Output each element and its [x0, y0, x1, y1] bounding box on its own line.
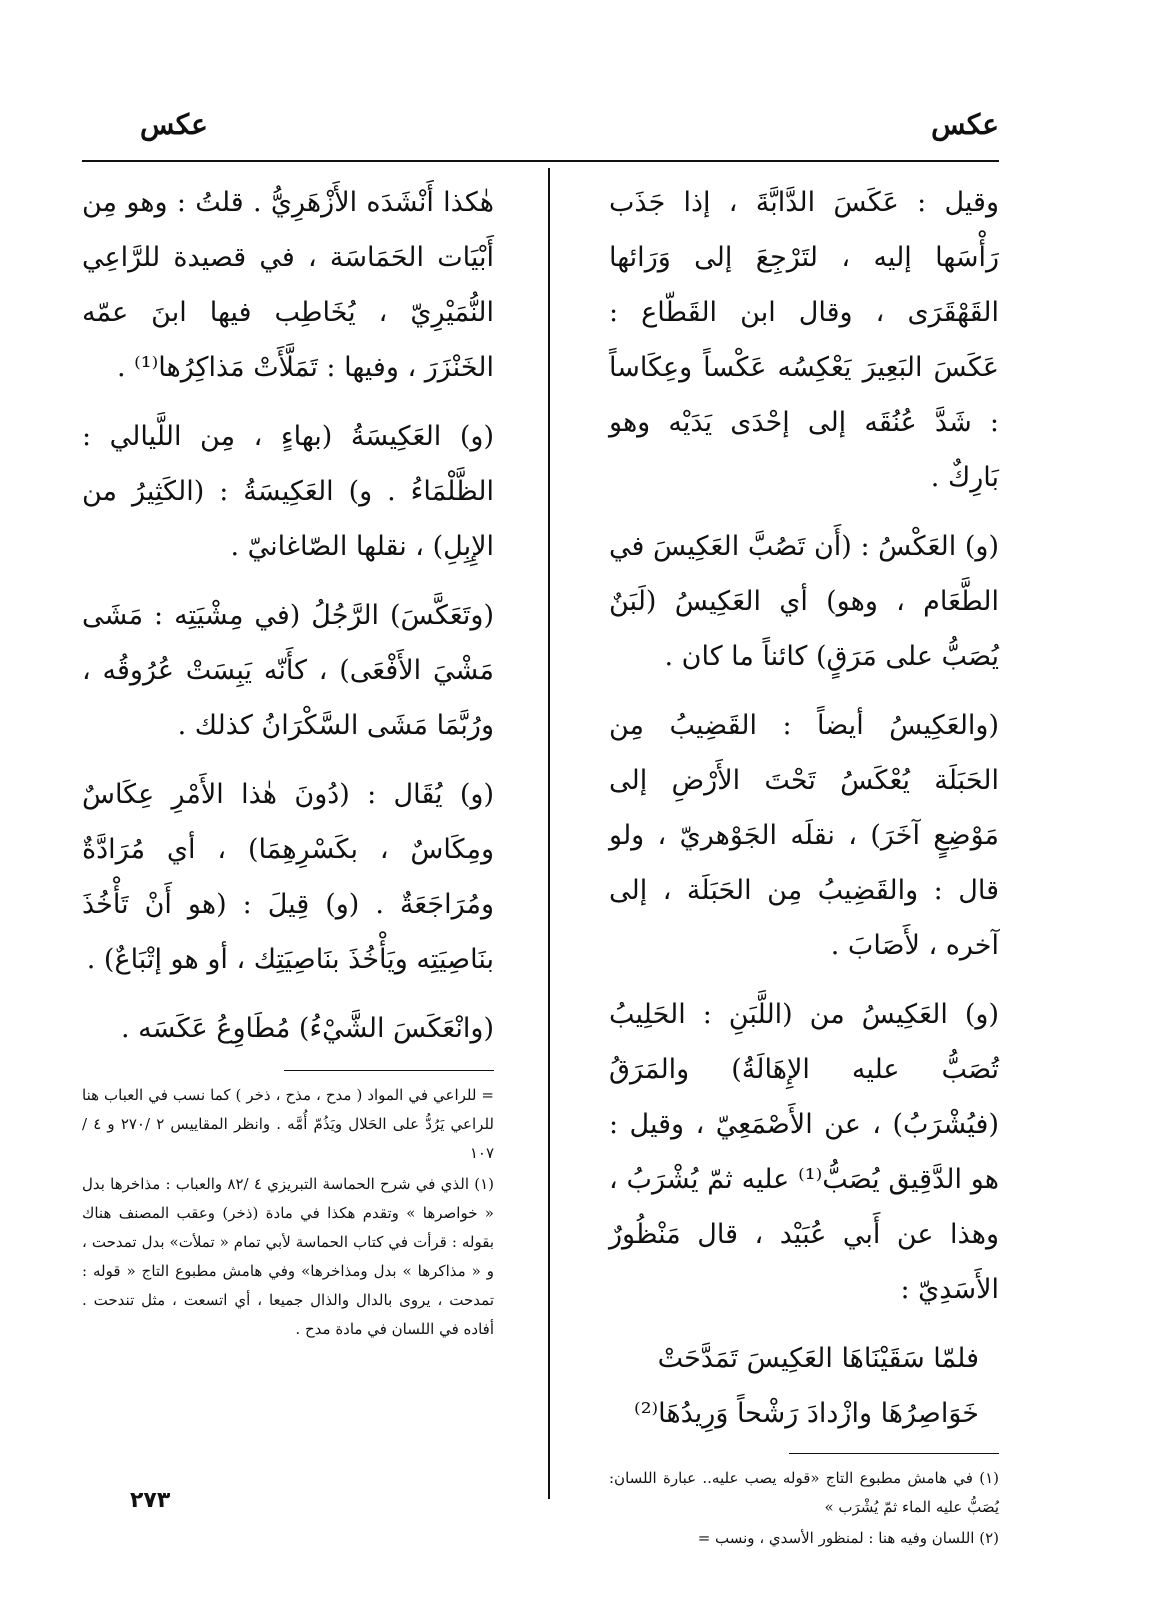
footnote: (٢) اللسان وفيه هنا : لمنظور الأسدي ، ونسب = [697, 1529, 999, 1547]
header-rule [82, 160, 999, 162]
footnote-rule [789, 1453, 999, 1454]
paragraph: (وانْعَكَسَ الشَّيْءُ) مُطَاوِعُ عَكَسَه . [121, 1013, 494, 1044]
paragraph: (و) يُقَال : (دُونَ هٰذا الأَمْرِ عِكَاسٌ ومِكَاسٌ ، بكَسْرِهِمَا) ، أي مُرَادَّةٌ ومُرَاجَعَةٌ . (و) قِيلَ : (هو أَنْ تَأْخُذَ بنَاصِيَتِه ويَأْخُذَ بنَاصِيَتِك ، أو هو إتْبَاعٌ) . [82, 779, 494, 975]
right-column [609, 175, 999, 1555]
paragraph: (و) العَكِيسَةُ (بهاءٍ ، مِن اللَّيالي : الظَّلْمَاءُ . و) العَكِيسَةُ : (الكَثِيرُ من الإِبِلِ) ، نقلها الصّاغانيّ . [82, 421, 494, 562]
paragraph: (و) العَكْسُ : (أَن تَصُبَّ العَكِيسَ في الطَّعَام ، وهو) أي العَكِيسُ (لَبَنٌ يُصَبُّ على مَرَقٍ) كائناً ما كان . [609, 531, 999, 672]
verse-line-2: خَوَاصِرُهَا وازْدادَ رَشْحاً وَرِيدُهَا⁽²⁾ [634, 1398, 979, 1429]
footnote: (١) الذي في شرح الحماسة التبريزي ٤ /٨٢ والعباب : مذاخرها بدل « خواصرها » وتقدم هكذا في مادة (ذخر) وعقب المصنف هناك بقوله : قرأت في كتاب الحماسة لأبي تمام « تملأت» بدل تمدحت ، و « مذاكرها » بدل ومذاخرها» وفي هامش مطبوع التاج « قوله : تمدحت ، يروى بالدال والذال جميعا ، أي اتسعت ، مثل تندحت . أفاده في اللسان في مادة مدح . [82, 1175, 495, 1338]
paragraph: وقيل : عَكَسَ الدَّابَّةَ ، إذا جَذَب رَأْسَها إليه ، لتَرْجِعَ إلى وَرَائها القَهْقَرَى ، وقال ابن القَطّاع : عَكَسَ البَعِيرَ يَعْكِسُه عَكْساً وعِكَاساً : شَدَّ عُنُقَه إلى إحْدَى يَدَيْه وهو بَارِكٌ . [609, 187, 999, 493]
column-divider [548, 168, 550, 1499]
running-head-left: عكس [140, 108, 208, 141]
paragraph: (و) العَكِيسُ من (اللَّبَنِ : الحَلِيبُ تُصَبُّ عليه الإِهَالَةُ) والمَرَقُ (فيُشْرَبُ) ، عن الأَصْمَعِيّ ، وقيل : هو الدَّقِيق يُصَبُّ⁽¹⁾ عليه ثمّ يُشْرَبُ ، وهذا عن أَبي عُبَيْد ، قال مَنْظُورٌ الأَسَدِيّ : [609, 999, 999, 1305]
verse-line-1: فلمّا سَقَيْنَاهَا العَكِيسَ تَمَدَّحَتْ [657, 1343, 979, 1374]
paragraph: (والعَكِيسُ أيضاً : القَضِيبُ مِن الحَبَلَة يُعْكَسُ تَحْتَ الأَرْضِ إلى مَوْضِعٍ آخَرَ) ، نقلَه الجَوْهريّ ، ولو قال : والقَضِيبُ مِن الحَبَلَة ، إلى آخره ، لأَصَابَ . [609, 710, 999, 961]
left-column [82, 175, 494, 1346]
page-number: ٢٧٣ [130, 1488, 171, 1513]
running-head-right: عكس [931, 108, 999, 141]
paragraph: (وتَعَكَّسَ) الرَّجُلُ (في مِشْيَتِه : مَشَى مَشْيَ الأَفْعَى) ، كأَنّه يَبِسَتْ عُرُوقُه ، ورُبَّمَا مَشَى السَّكْرَانُ كذلك . [82, 600, 494, 741]
footnote: = للراعي في المواد ( مدح ، مذح ، ذخر ) كما نسب في العباب هنا للراعي يَرُدُّ على الحَلال ويَذُمّ أُمَّه . وانظر المقاييس ٢ /٢٧٠ و ٤ /١٠٧ [82, 1086, 494, 1162]
footnote-rule [284, 1070, 494, 1071]
footnote: (١) في هامش مطبوع التاج «قوله يصب عليه.. عبارة اللسان: يُصَبُّ عليه الماء ثمّ يُشْرَب » [609, 1469, 999, 1516]
paragraph: هٰكذا أَنْشَدَه الأَزْهَرِيُّ . قلتُ : وهو مِن أَبْيَات الحَمَاسَة ، في قصيدة للرَّاعِي النُّمَيْرِيّ ، يُخَاطِب فيها ابنَ عمّه الخَنْزَرَ ، وفيها : تَمَلَّأَتْ مَذاكِرُها⁽¹⁾ . [82, 187, 494, 383]
